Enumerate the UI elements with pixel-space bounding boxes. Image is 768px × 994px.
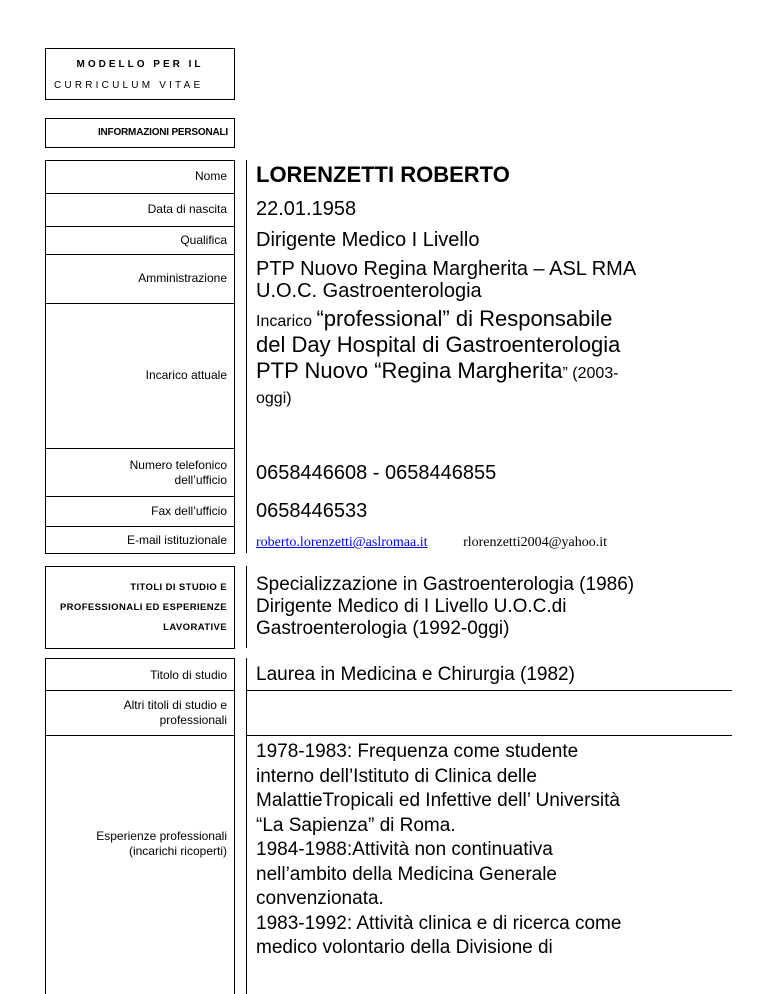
esperienze-line: 1978-1983: Frequenza come studente [256,741,579,762]
nascita-value: 22.01.1958 [256,198,357,220]
email-link-istituzionale[interactable]: roberto.lorenzetti@aslromaa.it [256,535,428,550]
cv-title-line1: MODELLO PER IL [76,59,204,70]
titoli-summary-line1: Specializzazione in Gastroenterologia (1986) [256,574,635,595]
titoli-section-line3: LAVORATIVE [163,622,227,633]
amministrazione-label: Amministrazione [138,271,227,285]
titolo-studio-value: Laurea in Medicina e Chirurgia (1982) [256,664,575,685]
nascita-label: Data di nascita [147,202,227,216]
incarico-line1a: Incarico [256,313,317,330]
titolo-studio-label: Titolo di studio [150,668,227,682]
incarico-line3a: PTP Nuovo “Regina Margherita [256,358,563,383]
email-row [256,531,607,552]
amministrazione-line2: U.O.C. Gastroenterologia [256,280,482,302]
cv-title-line2: CURRICULUM VITAE [54,80,204,91]
personal-info-header [45,118,235,148]
esperienze-line: 1984-1988:Attività non continuativa [256,839,553,860]
fax-value: 0658446533 [256,500,368,522]
esperienze-line: MalattieTropicali ed Infettive dell’ Università [256,790,620,811]
esperienze-line: interno dell’Istituto di Clinica delle [256,765,537,787]
incarico-line1b: “professional” di Responsabile [316,306,613,331]
telefono-value: 0658446608 - 0658446855 [256,462,497,484]
incarico-line2: del Day Hospital di Gastroenterologia [256,332,621,357]
incarico-line3 [256,358,619,387]
esperienze-line: nell’ambito della Medicina Generale [256,863,558,885]
incarico-line3b: ” (2003- [562,365,619,382]
telefono-label-line1: Numero telefonico [129,458,227,472]
esperienze-label-line1: Esperienze professionali [96,829,227,843]
incarico-line1 [256,306,612,335]
personal-label-column [45,160,235,553]
esperienze-line: convenzionata. [256,888,384,909]
amministrazione-line1: PTP Nuovo Regina Margherita – ASL RMA [256,258,637,280]
nome-label: Nome [194,169,227,183]
fax-label: Fax dell’ufficio [151,504,227,518]
qualifica-label: Qualifica [180,233,227,247]
altri-titoli-label-line2: professionali [159,713,227,727]
esperienze-line: 1983-1992: Attività clinica e di ricerca come [256,912,622,934]
cv-title-box [45,48,235,100]
titoli-section-line2: PROFESSIONALI ED ESPERIENZE [59,602,227,613]
telefono-label-line2: dell’ufficio [174,473,227,487]
esperienze-line: “La Sapienza” di Roma. [256,814,456,836]
titoli-summary-line2: Dirigente Medico di I Livello U.O.C.di [256,596,567,617]
email-secondary: rlorenzetti2004@yahoo.it [463,535,607,550]
email-label: E-mail istituzionale [126,533,227,547]
titoli-section-line1: TITOLI DI STUDIO E [130,582,227,593]
incarico-line4: oggi) [256,390,292,407]
esperienze-line: medico volontario della Divisione di [256,937,553,958]
nome-value: LORENZETTI ROBERTO [256,162,510,187]
qualifica-value: Dirigente Medico I Livello [256,229,480,251]
esperienze-label-line2: (incarichi ricoperti) [128,844,227,858]
titoli-summary-line3: Gastroenterologia (1992-0ggi) [256,618,510,639]
personal-info-title: INFORMAZIONI PERSONALI [97,127,228,138]
altri-titoli-label-line1: Altri titoli di studio e [123,698,227,712]
incarico-label: Incarico attuale [145,368,227,382]
